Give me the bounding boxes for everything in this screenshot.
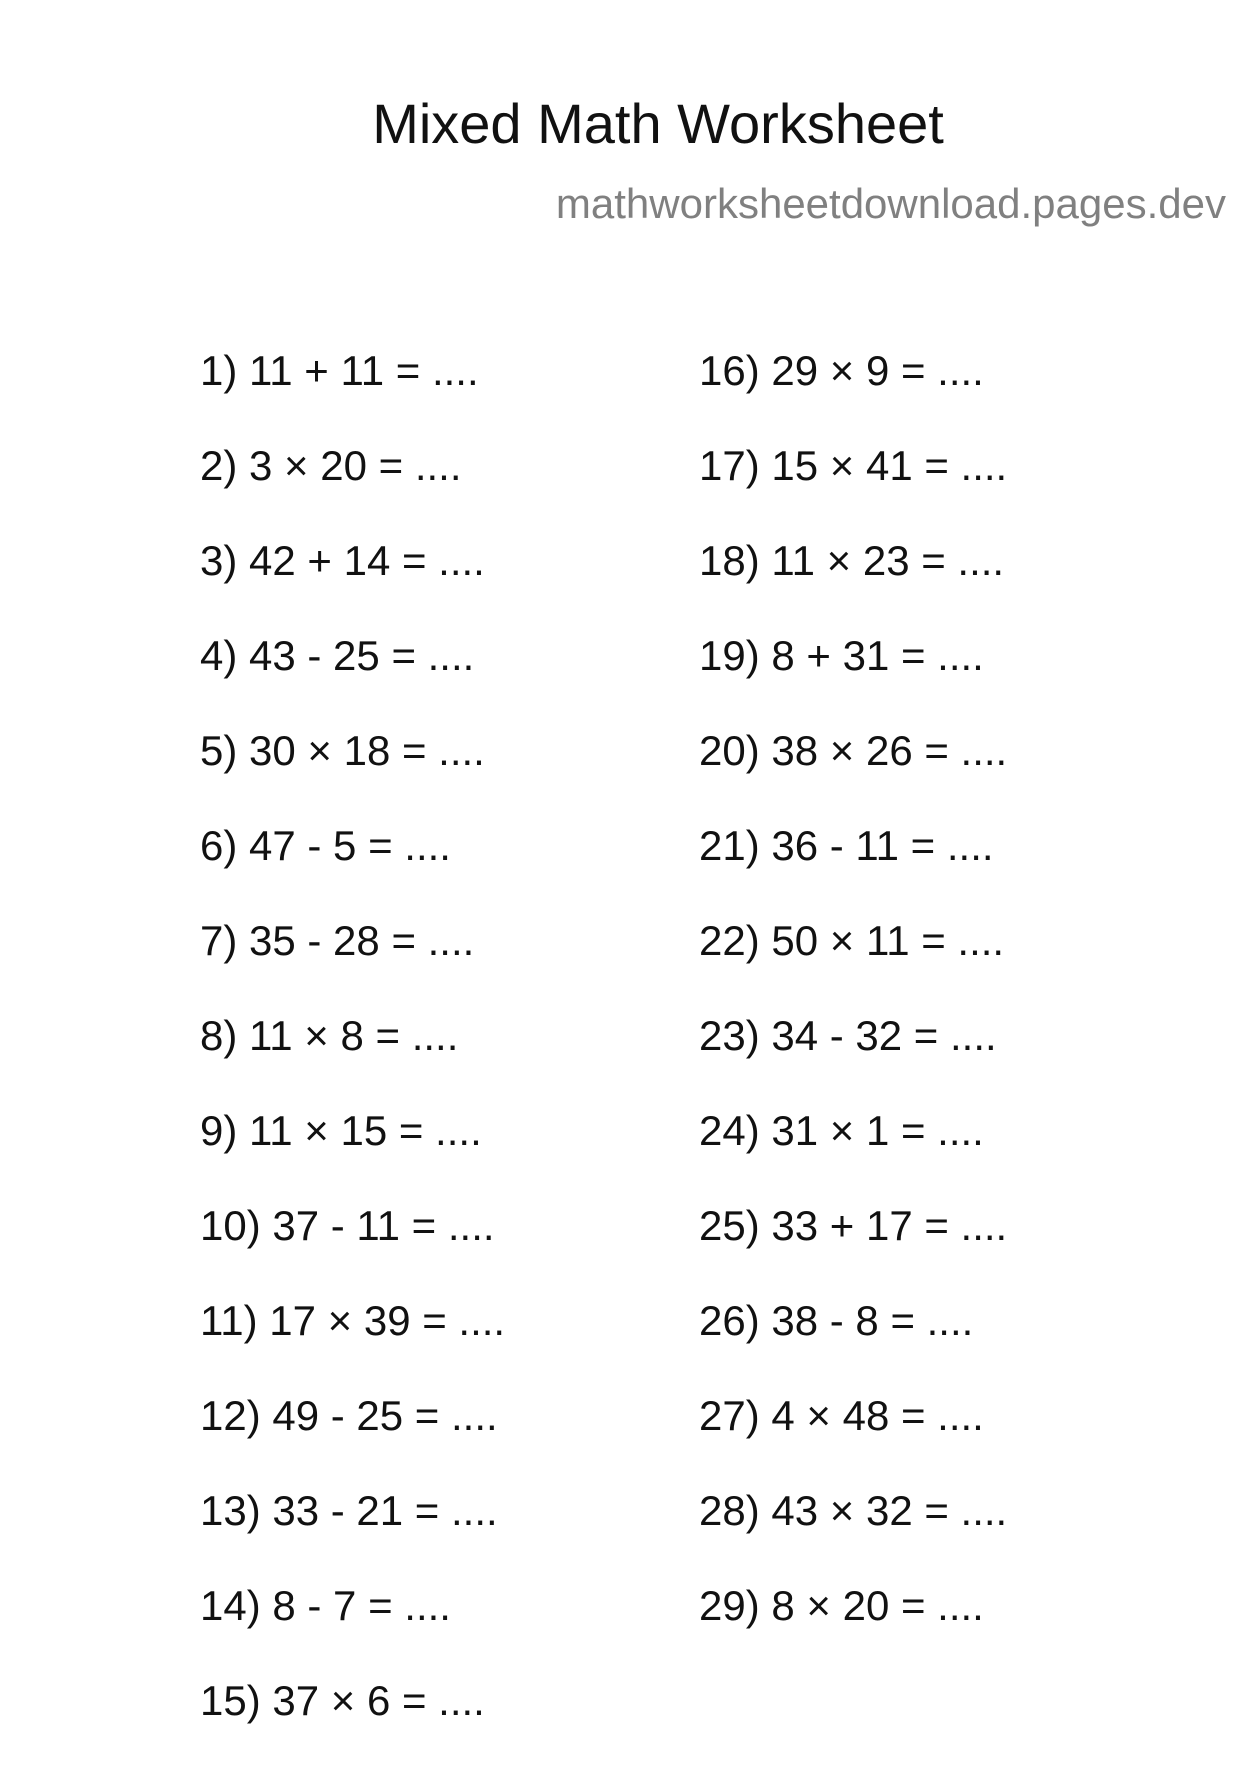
problem-item: 19) 8 + 31 = .... <box>699 632 984 679</box>
problem-item: 15) 37 × 6 = .... <box>200 1677 485 1724</box>
worksheet-title: Mixed Math Worksheet <box>372 92 944 155</box>
problem-item: 16) 29 × 9 = .... <box>699 347 984 394</box>
problem-item: 10) 37 - 11 = .... <box>200 1202 495 1249</box>
problem-item: 29) 8 × 20 = .... <box>699 1582 984 1629</box>
problem-item: 7) 35 - 28 = .... <box>200 917 475 964</box>
source-site: mathworksheetdownload.pages.dev <box>555 180 1226 227</box>
problem-item: 6) 47 - 5 = .... <box>200 822 451 869</box>
problem-item: 3) 42 + 14 = .... <box>200 537 485 584</box>
problem-item: 13) 33 - 21 = .... <box>200 1487 498 1534</box>
problem-item: 12) 49 - 25 = .... <box>200 1392 498 1439</box>
problem-item: 21) 36 - 11 = .... <box>699 822 994 869</box>
problem-item: 9) 11 × 15 = .... <box>200 1107 482 1154</box>
problem-item: 1) 11 + 11 = .... <box>200 347 479 394</box>
problem-item: 20) 38 × 26 = .... <box>699 727 1008 774</box>
problem-item: 28) 43 × 32 = .... <box>699 1487 1008 1534</box>
problem-item: 2) 3 × 20 = .... <box>200 442 462 489</box>
problem-item: 14) 8 - 7 = .... <box>200 1582 451 1629</box>
problem-item: 18) 11 × 23 = .... <box>699 537 1005 584</box>
problem-item: 25) 33 + 17 = .... <box>699 1202 1008 1249</box>
problem-column-left <box>200 347 506 1775</box>
problem-item: 11) 17 × 39 = .... <box>200 1297 506 1344</box>
problem-item: 5) 30 × 18 = .... <box>200 727 485 774</box>
problem-item: 24) 31 × 1 = .... <box>699 1107 984 1154</box>
problem-item: 4) 43 - 25 = .... <box>200 632 475 679</box>
problem-item: 17) 15 × 41 = .... <box>699 442 1008 489</box>
problem-column-right <box>699 347 1008 1680</box>
problem-item: 22) 50 × 11 = .... <box>699 917 1005 964</box>
problem-item: 27) 4 × 48 = .... <box>699 1392 984 1439</box>
problem-item: 26) 38 - 8 = .... <box>699 1297 974 1344</box>
problem-item: 8) 11 × 8 = .... <box>200 1012 459 1059</box>
problem-item: 23) 34 - 32 = .... <box>699 1012 997 1059</box>
